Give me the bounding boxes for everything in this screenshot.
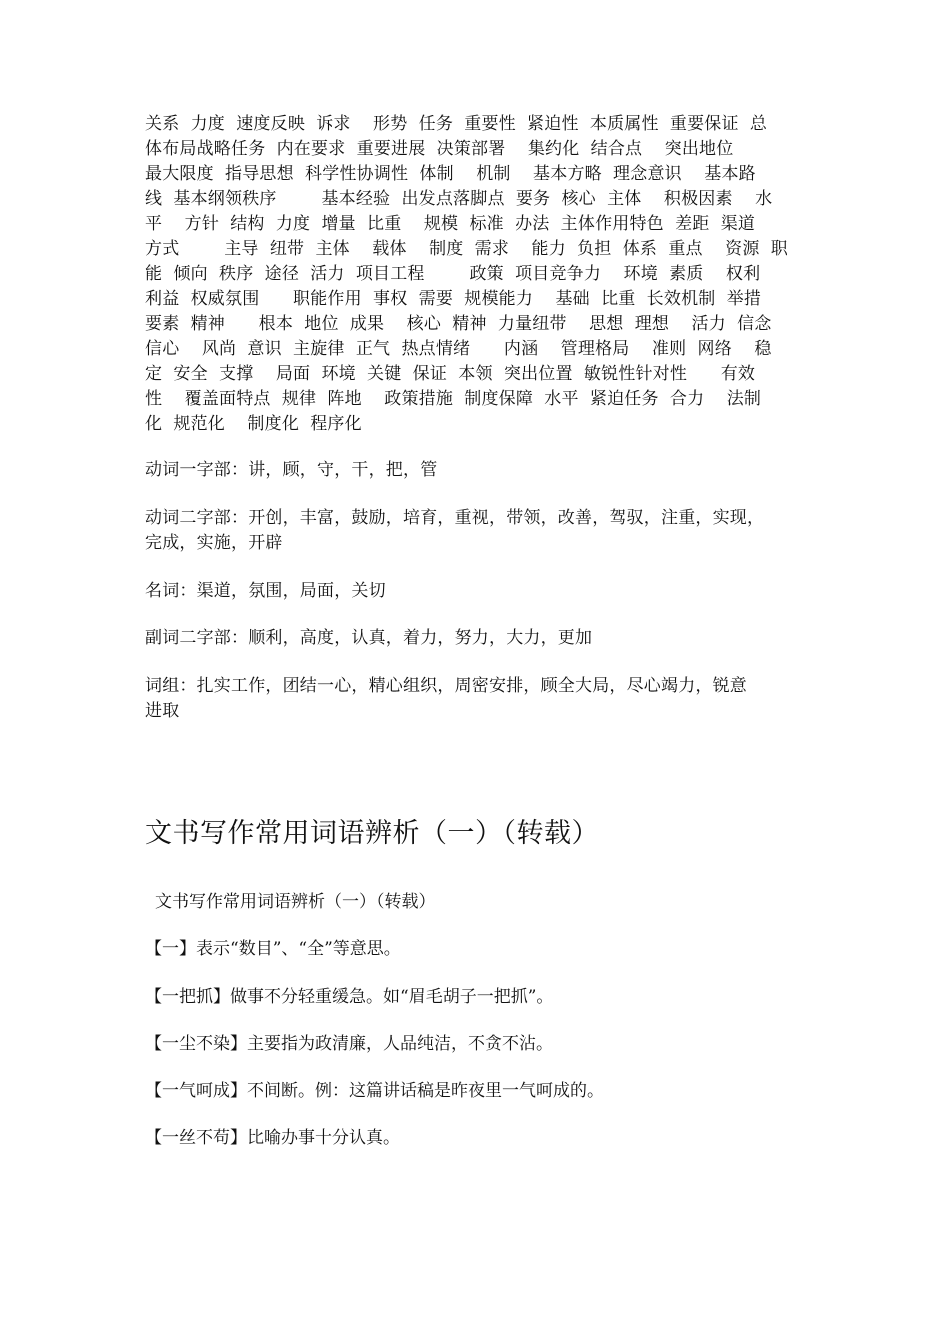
definition-entry: 【一把抓】做事不分轻重缓急。如“眉毛胡子一把抓”。 [145,987,554,1007]
keywords-line: 能 倾向 秩序 途径 活力 项目工程 政策 项目竞争力 环境 素质 权利 [145,264,761,284]
keywords-line: 线 基本纲领秩序 基本经验 出发点落脚点 要务 核心 主体 积极因素 水 [145,189,773,209]
keywords-line: 方式 主导 纽带 主体 载体 制度 需求 能力 负担 体系 重点 资源 职 [145,239,788,259]
phrases-line: 进取 [145,701,180,721]
keywords-line: 定 安全 支撑 局面 环境 关键 保证 本领 突出位置 敏锐性针对性 有效 [145,364,756,384]
keywords-line: 关系 力度 速度反映 诉求 形势 任务 重要性 紧迫性 本质属性 重要保证 总 [145,114,768,134]
definition-entry: 【一气呵成】不间断。例：这篇讲话稿是昨夜里一气呵成的。 [145,1081,604,1101]
definition-entry: 【一尘不染】主要指为政清廉，人品纯洁，不贪不沾。 [145,1034,553,1054]
adverbs-two-paragraph: 副词二字部：顺利，高度，认真，着力，努力，大力，更加 [145,628,593,648]
verbs-two-line: 完成，实施，开辟 [145,533,283,553]
verbs-two-line: 动词二字部：开创，丰富，鼓励，培育，重视，带领，改善，驾驭，注重，实现， [145,508,765,528]
keywords-line: 最大限度 指导思想 科学性协调性 体制 机制 基本方略 理念意识 基本路 [145,164,756,184]
phrases-paragraph [145,674,810,724]
keywords-line: 要素 精神 根本 地位 成果 核心 精神 力量纽带 思想 理想 活力 信念 [145,314,772,334]
keywords-paragraph [145,112,810,437]
definition-entry: 【一丝不苟】比喻办事十分认真。 [145,1128,400,1148]
nouns-paragraph: 名词：渠道，氛围，局面，关切 [145,581,386,601]
keywords-line: 信心 风尚 意识 主旋律 正气 热点情绪 内涵 管理格局 准则 网络 稳 [145,339,772,359]
article-title: 文书写作常用词语辨析（一）（转载） [145,818,599,849]
keywords-line: 性 覆盖面特点 规律 阵地 政策措施 制度保障 水平 紧迫任务 合力 法制 [145,389,762,409]
definition-entry: 【一】表示“数目”、“全”等意思。 [145,939,401,959]
verbs-two-paragraph [145,506,810,556]
phrases-line: 词组：扎实工作，团结一心，精心组织，周密安排，顾全大局，尽心竭力，锐意 [145,676,747,696]
article-subtitle: 文书写作常用词语辨析（一）（转载） [155,892,436,912]
keywords-line: 平 方针 结构 力度 增量 比重 规模 标准 办法 主体作用特色 差距 渠道 [145,214,756,234]
keywords-line: 利益 权威氛围 职能作用 事权 需要 规模能力 基础 比重 长效机制 举措 [145,289,762,309]
verbs-one-paragraph: 动词一字部：讲，顾，守，干，把，管 [145,460,438,480]
keywords-line: 体布局战略任务 内在要求 重要进展 决策部署 集约化 结合点 突出地位 [145,139,734,159]
keywords-line: 化 规范化 制度化 程序化 [145,414,362,434]
